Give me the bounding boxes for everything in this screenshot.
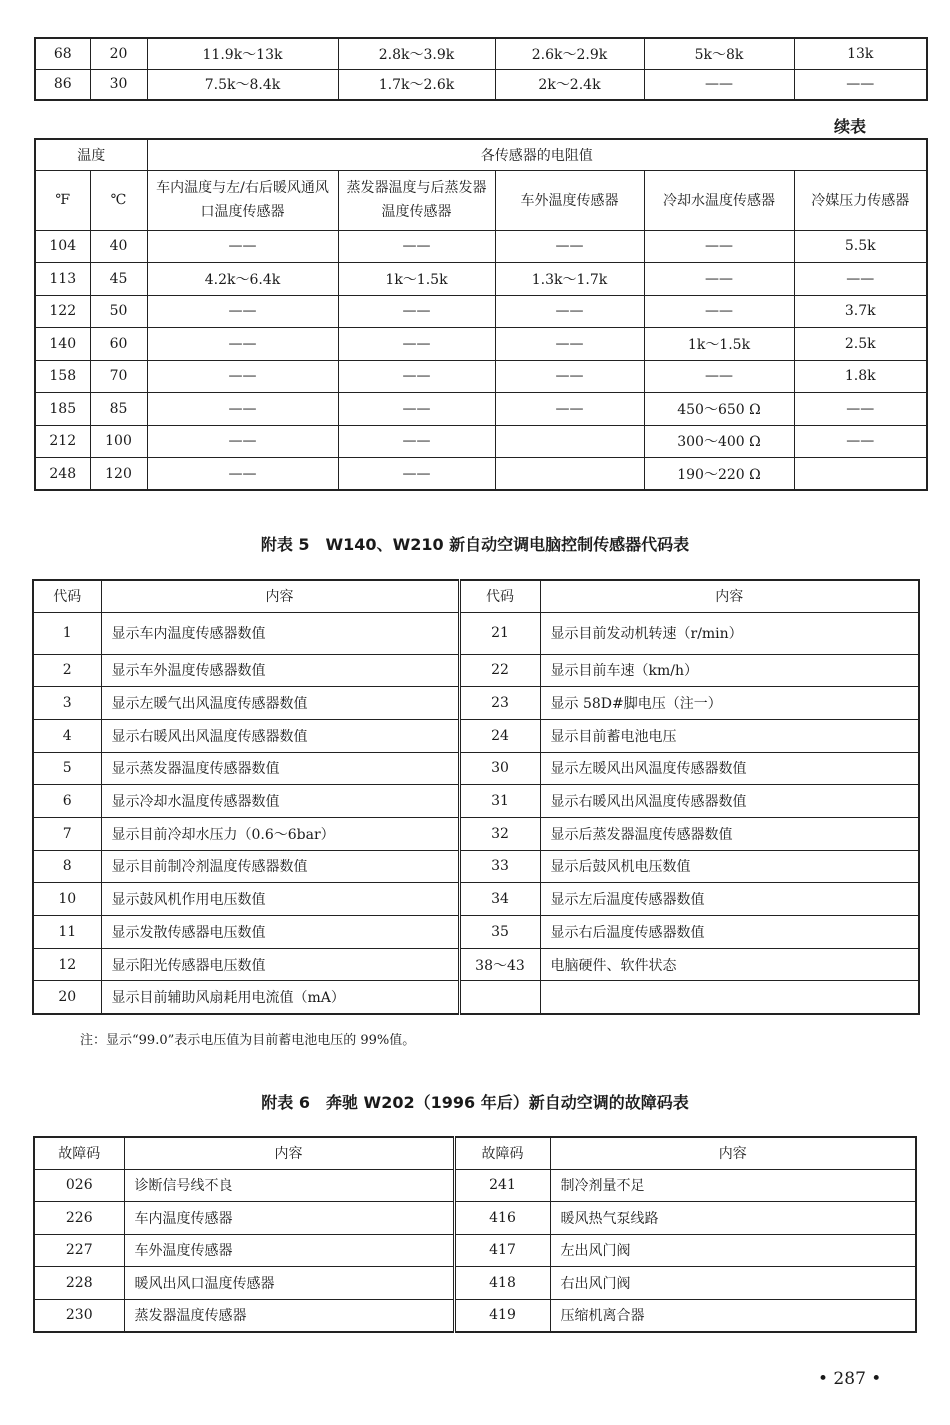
table-cell: 45 [90, 263, 147, 296]
table6-title: 附表 6 奔驰 W202（1996 年后）新自动空调的故障码表 [261, 1093, 689, 1112]
table-cell: 显示目前车速（km/h） [540, 654, 919, 687]
table-cell: 显示右后温度传感器数值 [540, 916, 919, 949]
table6-fault-code-table [33, 1136, 917, 1333]
table-cell: 419 [454, 1299, 550, 1332]
table-cell: 1 [33, 612, 101, 654]
table-cell: 6 [33, 785, 101, 818]
table-cell: 显示目前蓄电池电压 [540, 719, 919, 752]
table6-header-content-2: 内容 [550, 1137, 916, 1169]
header-cabin-sensor: 车内温度与左/右后暖风通风口温度传感器 [147, 170, 338, 230]
table-cell: 13k [794, 38, 927, 69]
table-cell: 226 [34, 1202, 124, 1235]
table-cell: 蒸发器温度传感器 [124, 1299, 454, 1332]
table-row [33, 850, 919, 883]
table-cell: 30 [90, 69, 147, 100]
table-cell: 35 [459, 916, 540, 949]
header-fahrenheit: ℉ [35, 170, 90, 230]
table-cell: 显示目前冷却水压力（0.6～6bar） [101, 817, 459, 850]
table-row [34, 1299, 916, 1332]
table-cell: 显示目前发动机转速（r/min） [540, 612, 919, 654]
table-cell: 22 [459, 654, 540, 687]
table-cell: —— [338, 458, 495, 491]
table-row [35, 425, 927, 458]
header-evaporator-sensor: 蒸发器温度与后蒸发器温度传感器 [338, 170, 495, 230]
table-cell: 450～650 Ω [644, 393, 794, 426]
table-cell: 4 [33, 719, 101, 752]
table-cell: —— [495, 295, 644, 328]
table-cell: 300～400 Ω [644, 425, 794, 458]
table-cell: —— [147, 425, 338, 458]
page-number: • 287 • [818, 1369, 882, 1389]
table-cell: —— [794, 263, 927, 296]
table-cell: 压缩机离合器 [550, 1299, 916, 1332]
table-cell: 制冷剂量不足 [550, 1169, 916, 1202]
table-cell: 5k～8k [644, 38, 794, 69]
table-cell: 230 [34, 1299, 124, 1332]
table-cell: 026 [34, 1169, 124, 1202]
table-row [34, 1169, 916, 1202]
sensor-resistance-table-top [34, 37, 928, 101]
table6-header-code-2: 故障码 [454, 1137, 550, 1169]
table-row [34, 1202, 916, 1235]
table-cell [459, 981, 540, 1014]
table-cell: —— [794, 425, 927, 458]
table-cell: 2.8k～3.9k [338, 38, 495, 69]
table-row [33, 785, 919, 818]
table-cell: 23 [459, 687, 540, 720]
table-cell: 显示 58D#脚电压（注一） [540, 687, 919, 720]
table-cell: 113 [35, 263, 90, 296]
table-cell: 2.6k～2.9k [495, 38, 644, 69]
table-cell [495, 458, 644, 491]
table-cell: —— [338, 328, 495, 361]
table-cell: 1.7k～2.6k [338, 69, 495, 100]
table-cell: 40 [90, 230, 147, 263]
table-cell: 86 [35, 69, 90, 100]
table5-header-code-2: 代码 [459, 580, 540, 612]
table-cell: 21 [459, 612, 540, 654]
table-cell: 显示发散传感器电压数值 [101, 916, 459, 949]
header-temperature: 温度 [35, 139, 147, 170]
table-cell: —— [644, 295, 794, 328]
table-cell: 显示阳光传感器电压数值 [101, 948, 459, 981]
table-row [33, 948, 919, 981]
table-cell: 12 [33, 948, 101, 981]
table-cell: 显示冷却水温度传感器数值 [101, 785, 459, 818]
table-cell: 显示后鼓风机电压数值 [540, 850, 919, 883]
table-row [33, 687, 919, 720]
table-cell: 60 [90, 328, 147, 361]
table-cell: —— [644, 263, 794, 296]
table-row [35, 230, 927, 263]
table-row [33, 883, 919, 916]
table-cell: 5 [33, 752, 101, 785]
table-cell: 显示左暖风出风温度传感器数值 [540, 752, 919, 785]
table-cell: 34 [459, 883, 540, 916]
table-row [33, 817, 919, 850]
table-cell: 122 [35, 295, 90, 328]
table-cell: 3.7k [794, 295, 927, 328]
table-row [35, 328, 927, 361]
table-cell: 185 [35, 393, 90, 426]
table5-header-content: 内容 [101, 580, 459, 612]
table-cell: —— [147, 295, 338, 328]
table-cell: 212 [35, 425, 90, 458]
table5-code-table [32, 579, 920, 1015]
table-cell: 140 [35, 328, 90, 361]
table-cell [495, 425, 644, 458]
table-cell [540, 981, 919, 1014]
table-cell: 11.9k～13k [147, 38, 338, 69]
table-cell: —— [147, 230, 338, 263]
table-cell: 24 [459, 719, 540, 752]
table-cell: 100 [90, 425, 147, 458]
table-cell: —— [794, 69, 927, 100]
table-cell: 1.3k～1.7k [495, 263, 644, 296]
table-cell: 120 [90, 458, 147, 491]
table-cell: 4.2k～6.4k [147, 263, 338, 296]
table-row [33, 981, 919, 1014]
table-cell: —— [495, 328, 644, 361]
table-cell: —— [644, 69, 794, 100]
table-cell: 暖风出风口温度传感器 [124, 1267, 454, 1300]
table-cell: 32 [459, 817, 540, 850]
table-cell: 10 [33, 883, 101, 916]
table-cell: 33 [459, 850, 540, 883]
table-cell: 显示目前制冷剂温度传感器数值 [101, 850, 459, 883]
table-cell: 416 [454, 1202, 550, 1235]
table-cell: 7 [33, 817, 101, 850]
table-row [33, 719, 919, 752]
table-cell: 11 [33, 916, 101, 949]
table5-title: 附表 5 W140、W210 新自动空调电脑控制传感器代码表 [260, 535, 690, 554]
table-cell: —— [338, 425, 495, 458]
table-cell: 显示车外温度传感器数值 [101, 654, 459, 687]
table-cell: 显示车内温度传感器数值 [101, 612, 459, 654]
continued-label: 续表 [834, 117, 867, 136]
table-row [33, 612, 919, 654]
table-row [33, 752, 919, 785]
table-cell: 31 [459, 785, 540, 818]
table-cell: —— [644, 230, 794, 263]
table-row [35, 393, 927, 426]
table5-header-content-2: 内容 [540, 580, 919, 612]
table-row [35, 263, 927, 296]
table-cell: 38～43 [459, 948, 540, 981]
header-outside-sensor: 车外温度传感器 [495, 170, 644, 230]
table-cell: 暖风热气泵线路 [550, 1202, 916, 1235]
table-cell: 3 [33, 687, 101, 720]
table-row [34, 1234, 916, 1267]
table-cell [794, 458, 927, 491]
table-cell: 30 [459, 752, 540, 785]
table-cell: 20 [33, 981, 101, 1014]
sensor-resistance-table [34, 138, 928, 491]
table-row [35, 69, 927, 100]
table-cell: —— [644, 360, 794, 393]
table-cell: 104 [35, 230, 90, 263]
table-cell: 显示右暖风出风温度传感器数值 [101, 719, 459, 752]
table-cell: 显示左后温度传感器数值 [540, 883, 919, 916]
header-resistance-group: 各传感器的电阻值 [147, 139, 927, 170]
table-cell: 7.5k～8.4k [147, 69, 338, 100]
table-cell: 418 [454, 1267, 550, 1300]
table-cell: 电脑硬件、软件状态 [540, 948, 919, 981]
table-cell: —— [147, 360, 338, 393]
table-cell: —— [147, 458, 338, 491]
table-cell: 50 [90, 295, 147, 328]
table-cell: 5.5k [794, 230, 927, 263]
table-cell: 85 [90, 393, 147, 426]
table-cell: 显示右暖风出风温度传感器数值 [540, 785, 919, 818]
table-cell: 1k～1.5k [338, 263, 495, 296]
header-refrigerant-pressure-sensor: 冷媒压力传感器 [794, 170, 927, 230]
table-cell: 2.5k [794, 328, 927, 361]
table5-header-code: 代码 [33, 580, 101, 612]
header-celsius: ℃ [90, 170, 147, 230]
table-row [33, 916, 919, 949]
table-cell: —— [495, 393, 644, 426]
header-coolant-sensor: 冷却水温度传感器 [644, 170, 794, 230]
table-cell: —— [495, 360, 644, 393]
table-cell: 右出风门阀 [550, 1267, 916, 1300]
table-cell: 241 [454, 1169, 550, 1202]
table-cell: 1k～1.5k [644, 328, 794, 361]
table-cell: 1.8k [794, 360, 927, 393]
table-cell: 417 [454, 1234, 550, 1267]
table-cell: 显示蒸发器温度传感器数值 [101, 752, 459, 785]
table-cell: 70 [90, 360, 147, 393]
table-cell: —— [338, 393, 495, 426]
table-cell: 显示后蒸发器温度传感器数值 [540, 817, 919, 850]
table-cell: 228 [34, 1267, 124, 1300]
table-row [34, 1267, 916, 1300]
table-cell: 190～220 Ω [644, 458, 794, 491]
table-cell: 20 [90, 38, 147, 69]
table-cell: 248 [35, 458, 90, 491]
table-cell: —— [338, 295, 495, 328]
table-cell: —— [495, 230, 644, 263]
table-cell: 显示鼓风机作用电压数值 [101, 883, 459, 916]
table6-header-code: 故障码 [34, 1137, 124, 1169]
table-row [33, 654, 919, 687]
table-cell: 显示目前辅助风扇耗用电流值（mA） [101, 981, 459, 1014]
table-cell: —— [338, 360, 495, 393]
table-cell: 左出风门阀 [550, 1234, 916, 1267]
table-cell: 诊断信号线不良 [124, 1169, 454, 1202]
table-cell: 2 [33, 654, 101, 687]
table5-note: 注：显示“99.0”表示电压值为目前蓄电池电压的 99%值。 [80, 1033, 416, 1048]
table-cell: —— [338, 230, 495, 263]
table-row [35, 360, 927, 393]
table-cell: —— [147, 328, 338, 361]
table-row [35, 458, 927, 491]
table-cell: 227 [34, 1234, 124, 1267]
table-row [35, 38, 927, 69]
table6-header-content: 内容 [124, 1137, 454, 1169]
table-cell: 158 [35, 360, 90, 393]
table-cell: —— [794, 393, 927, 426]
table-cell: —— [147, 393, 338, 426]
table-row [35, 295, 927, 328]
table-cell: 2k～2.4k [495, 69, 644, 100]
table-cell: 车内温度传感器 [124, 1202, 454, 1235]
table-cell: 68 [35, 38, 90, 69]
table-cell: 8 [33, 850, 101, 883]
table-cell: 显示左暖气出风温度传感器数值 [101, 687, 459, 720]
table-cell: 车外温度传感器 [124, 1234, 454, 1267]
